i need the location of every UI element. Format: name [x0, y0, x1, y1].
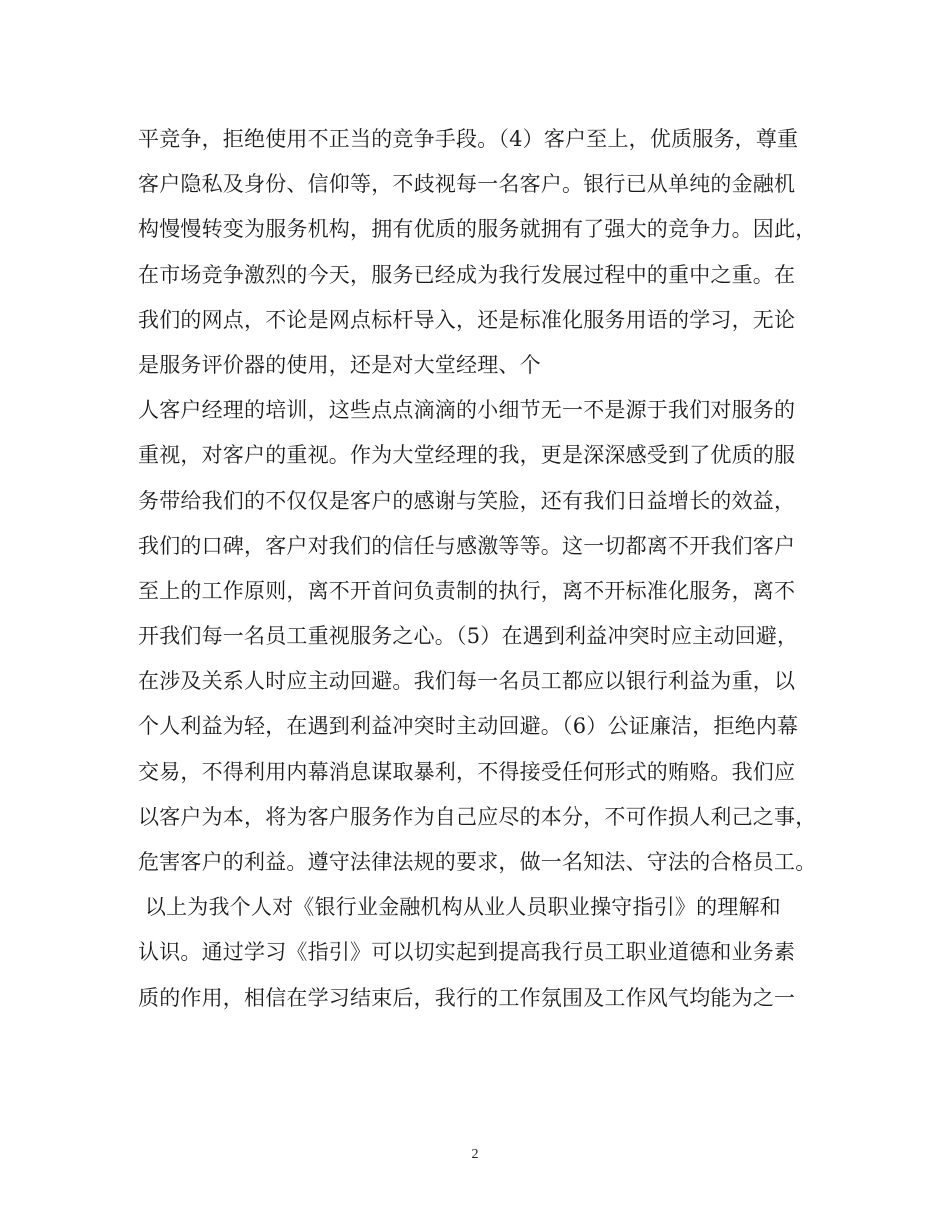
text-line: 个人利益为轻，在遇到利益冲突时主动回避。（6）公证廉洁，拒绝内幕	[138, 714, 799, 739]
text-line: 务带给我们的不仅仅是客户的感谢与笑脸，还有我们日益增长的效益，	[138, 488, 796, 513]
text-line: 至上的工作原则，离不开首问负责制的执行，离不开标准化服务，离不	[138, 578, 796, 603]
text-line: 以上为我个人对《银行业金融机构从业人员职业操守指引》的理解和	[138, 895, 781, 920]
text-line: 人客户经理的培训，这些点点滴滴的小细节无一不是源于我们对服务的	[138, 398, 796, 423]
text-line: 以客户为本，将为客户服务作为自己应尽的本分，不可作损人利己之事，	[138, 804, 817, 829]
text-line: 是服务评价器的使用，还是对大堂经理、个	[138, 352, 541, 377]
text-line: 认识。通过学习《指引》可以切实起到提高我行员工职业道德和业务素	[138, 940, 796, 965]
text-line: 客户隐私及身份、信仰等，不歧视每一名客户。银行已从单纯的金融机	[138, 172, 796, 197]
text-line: 我们的口碑，客户对我们的信任与感激等等。这一切都离不开我们客户	[138, 533, 796, 558]
text-line: 我们的网点，不论是网点标杆导入，还是标准化服务用语的学习，无论	[138, 307, 796, 332]
text-line: 构慢慢转变为服务机构，拥有优质的服务就拥有了强大的竞争力。因此，	[138, 217, 817, 242]
body-text	[138, 117, 818, 1021]
page-number: 2	[471, 1147, 479, 1162]
text-line: 开我们每一名员工重视服务之心。（5）在遇到利益冲突时应主动回避，	[138, 624, 799, 649]
text-line: 在市场竞争激烈的今天，服务已经成为我行发展过程中的重中之重。在	[138, 262, 796, 287]
text-line: 交易，不得利用内幕消息谋取暴利，不得接受任何形式的贿赂。我们应	[138, 759, 796, 784]
text-line: 平竞争，拒绝使用不正当的竞争手段。（4）客户至上，优质服务，尊重	[138, 127, 799, 151]
text-line: 质的作用，相信在学习结束后，我行的工作氛围及工作风气均能为之一	[138, 985, 796, 1010]
text-line: 危害客户的利益。遵守法律法规的要求，做一名知法、守法的合格员工。	[138, 850, 817, 874]
text-line: 在涉及关系人时应主动回避。我们每一名员工都应以银行利益为重，以	[138, 669, 796, 694]
text-line: 重视，对客户的重视。作为大堂经理的我，更是深深感受到了优质的服	[138, 443, 796, 468]
